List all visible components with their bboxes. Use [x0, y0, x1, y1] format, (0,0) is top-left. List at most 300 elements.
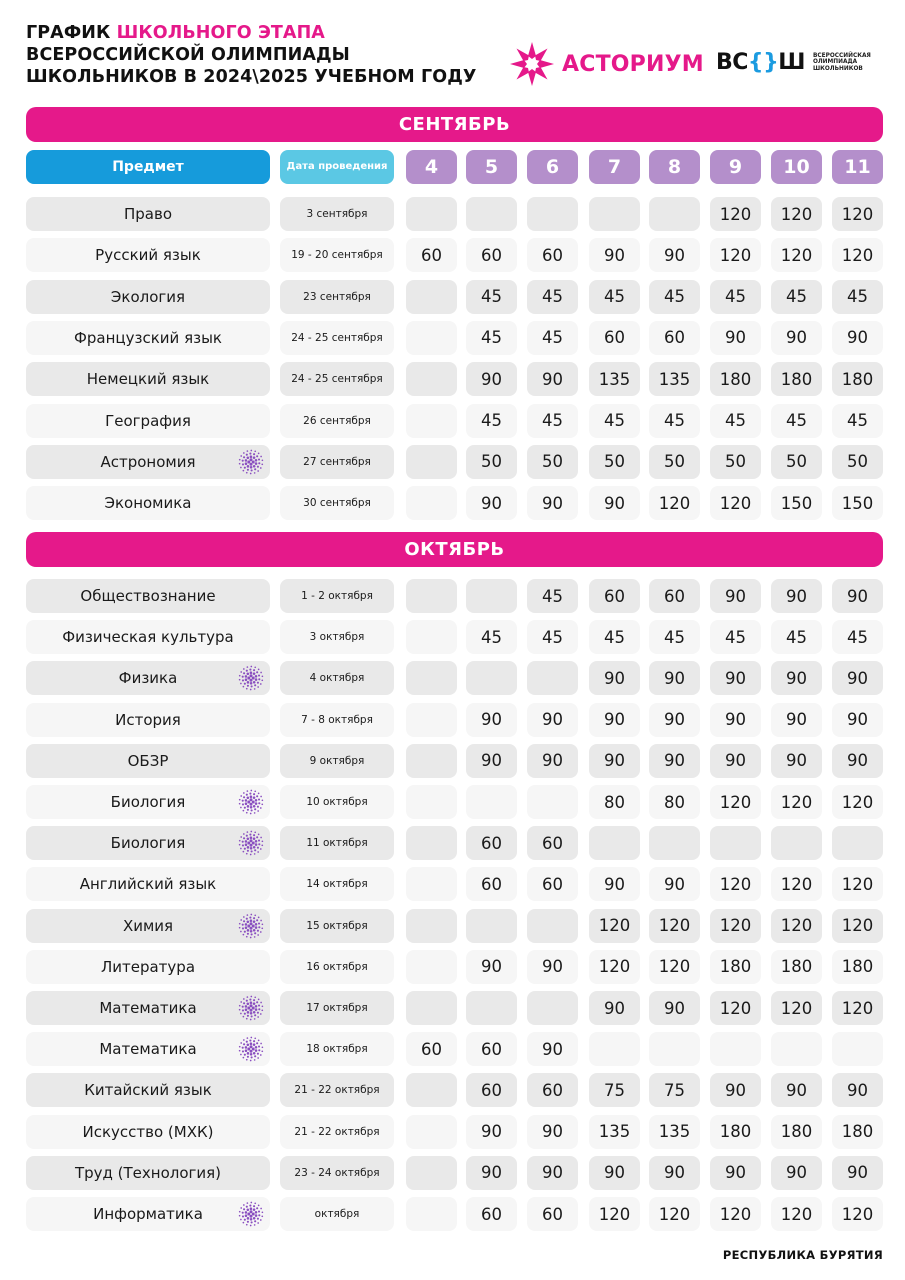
- date-cell: 9 октября: [280, 744, 394, 778]
- duration-cell-grade-4: [406, 950, 457, 984]
- duration-cell-grade-6: 90: [527, 1156, 578, 1190]
- date-cell: 24 - 25 сентября: [280, 362, 394, 396]
- duration-cell-grade-11: 120: [832, 238, 883, 272]
- date-cell: 23 - 24 октября: [280, 1156, 394, 1190]
- subject-cell: [26, 1032, 270, 1066]
- duration-cell-grade-10: 120: [771, 909, 822, 943]
- subject-cell: [26, 362, 270, 396]
- subject-label: Труд (Технология): [74, 1163, 222, 1182]
- duration-cell-grade-10: 45: [771, 404, 822, 438]
- subject-label: Биология: [110, 793, 186, 811]
- date-cell: 11 октября: [280, 826, 394, 860]
- duration-cell-grade-5: 50: [466, 445, 517, 479]
- duration-cell-grade-6: 60: [527, 1197, 578, 1231]
- duration-cell-grade-8: 80: [649, 785, 700, 819]
- column-header-date: Дата проведения: [280, 150, 394, 184]
- olympiad-dots-icon: [238, 913, 264, 939]
- duration-cell-grade-10: 45: [771, 620, 822, 654]
- duration-cell-grade-9: 120: [710, 197, 761, 231]
- duration-cell-grade-10: 90: [771, 661, 822, 695]
- date-cell: 18 октября: [280, 1032, 394, 1066]
- duration-cell-grade-11: 180: [832, 362, 883, 396]
- duration-cell-grade-10: 120: [771, 991, 822, 1025]
- duration-cell-grade-5: 45: [466, 321, 517, 355]
- duration-cell-grade-7: 120: [589, 1197, 640, 1231]
- table-row: [0, 362, 905, 396]
- duration-cell-grade-11: 90: [832, 1156, 883, 1190]
- duration-cell-grade-8: 120: [649, 950, 700, 984]
- duration-cell-grade-8: [649, 1032, 700, 1066]
- duration-cell-grade-4: [406, 486, 457, 520]
- duration-cell-grade-6: 90: [527, 1115, 578, 1149]
- duration-cell-grade-7: 45: [589, 620, 640, 654]
- duration-cell-grade-5: 60: [466, 238, 517, 272]
- subject-label: Русский язык: [95, 246, 201, 265]
- duration-cell-grade-6: [527, 661, 578, 695]
- date-cell: 4 октября: [280, 661, 394, 695]
- duration-cell-grade-6: 60: [527, 867, 578, 901]
- astorium-star-icon: [508, 40, 556, 88]
- duration-cell-grade-8: 50: [649, 445, 700, 479]
- duration-cell-grade-7: 120: [589, 909, 640, 943]
- duration-cell-grade-4: [406, 404, 457, 438]
- duration-cell-grade-9: 90: [710, 1156, 761, 1190]
- duration-cell-grade-10: 180: [771, 1115, 822, 1149]
- olympiad-dots-icon: [238, 449, 264, 475]
- duration-cell-grade-5: [466, 661, 517, 695]
- date-cell: 21 - 22 октября: [280, 1073, 394, 1107]
- table-row: [0, 1156, 905, 1190]
- duration-cell-grade-9: [710, 826, 761, 860]
- duration-cell-grade-5: 45: [466, 620, 517, 654]
- subject-cell: [26, 867, 270, 901]
- duration-cell-grade-6: 60: [527, 826, 578, 860]
- duration-cell-grade-6: [527, 991, 578, 1025]
- duration-cell-grade-4: 60: [406, 238, 457, 272]
- duration-cell-grade-9: 120: [710, 867, 761, 901]
- date-cell: 17 октября: [280, 991, 394, 1025]
- subject-label: География: [105, 411, 191, 430]
- duration-cell-grade-7: 135: [589, 1115, 640, 1149]
- subject-cell: [26, 661, 270, 695]
- subject-cell: [26, 579, 270, 613]
- duration-cell-grade-9: 120: [710, 238, 761, 272]
- duration-cell-grade-10: 90: [771, 703, 822, 737]
- table-row: [0, 238, 905, 272]
- table-row: [0, 197, 905, 231]
- duration-cell-grade-8: [649, 826, 700, 860]
- date-cell: 24 - 25 сентября: [280, 321, 394, 355]
- duration-cell-grade-9: 90: [710, 703, 761, 737]
- subject-cell: [26, 445, 270, 479]
- duration-cell-grade-8: 45: [649, 280, 700, 314]
- duration-cell-grade-4: 60: [406, 1032, 457, 1066]
- table-row: [0, 826, 905, 860]
- duration-cell-grade-9: 120: [710, 991, 761, 1025]
- duration-cell-grade-10: [771, 1032, 822, 1066]
- duration-cell-grade-7: 80: [589, 785, 640, 819]
- duration-cell-grade-6: [527, 785, 578, 819]
- duration-cell-grade-9: 90: [710, 321, 761, 355]
- duration-cell-grade-4: [406, 703, 457, 737]
- olympiad-dots-icon: [238, 1036, 264, 1062]
- duration-cell-grade-7: 45: [589, 280, 640, 314]
- vsosh-logo-subtitle: ВСЕРОССИЙСКАЯ ОЛИМПИАДА ШКОЛЬНИКОВ: [812, 52, 871, 72]
- table-row: [0, 1073, 905, 1107]
- subject-cell: [26, 950, 270, 984]
- duration-cell-grade-10: 120: [771, 238, 822, 272]
- column-header-grade-6: 6: [527, 150, 578, 184]
- duration-cell-grade-9: 90: [710, 1073, 761, 1107]
- table-row: [0, 703, 905, 737]
- duration-cell-grade-4: [406, 991, 457, 1025]
- subject-label: Искусство (МХК): [82, 1122, 214, 1141]
- vsosh-logo-c: Ш: [778, 50, 805, 75]
- month-header-october: ОКТЯБРЬ: [26, 532, 883, 567]
- duration-cell-grade-10: 180: [771, 950, 822, 984]
- duration-cell-grade-4: [406, 744, 457, 778]
- duration-cell-grade-8: 135: [649, 1115, 700, 1149]
- subject-label: Математика: [99, 999, 197, 1017]
- duration-cell-grade-8: 90: [649, 238, 700, 272]
- duration-cell-grade-6: 90: [527, 950, 578, 984]
- date-cell: 21 - 22 октября: [280, 1115, 394, 1149]
- subject-label: Математика: [99, 1040, 197, 1059]
- date-cell: 1 - 2 октября: [280, 579, 394, 613]
- date-cell: 14 октября: [280, 867, 394, 901]
- table-row: [0, 1197, 905, 1231]
- olympiad-dots-icon: [238, 995, 264, 1021]
- duration-cell-grade-4: [406, 445, 457, 479]
- region-footer: РЕСПУБЛИКА БУРЯТИЯ: [722, 1248, 883, 1262]
- duration-cell-grade-6: 45: [527, 321, 578, 355]
- duration-cell-grade-4: [406, 280, 457, 314]
- duration-cell-grade-5: [466, 197, 517, 231]
- duration-cell-grade-9: 180: [710, 362, 761, 396]
- date-cell: 7 - 8 октября: [280, 703, 394, 737]
- duration-cell-grade-8: 90: [649, 744, 700, 778]
- date-cell: 3 сентября: [280, 197, 394, 231]
- table-row: [0, 909, 905, 943]
- duration-cell-grade-6: 60: [527, 1073, 578, 1107]
- duration-cell-grade-4: [406, 909, 457, 943]
- duration-cell-grade-10: 90: [771, 321, 822, 355]
- page-title: [26, 22, 496, 88]
- subject-cell: [26, 1073, 270, 1107]
- column-header-grade-11: 11: [832, 150, 883, 184]
- subject-cell: [26, 991, 270, 1025]
- subject-label: Литература: [100, 957, 196, 976]
- duration-cell-grade-11: 45: [832, 404, 883, 438]
- subject-cell: [26, 1197, 270, 1231]
- title-line1-b: ШКОЛЬНОГО ЭТАПА: [116, 23, 325, 43]
- duration-cell-grade-11: 90: [832, 579, 883, 613]
- subject-label: ОБЗР: [127, 751, 169, 770]
- duration-cell-grade-7: 75: [589, 1073, 640, 1107]
- duration-cell-grade-11: 45: [832, 280, 883, 314]
- duration-cell-grade-9: 45: [710, 620, 761, 654]
- duration-cell-grade-11: 120: [832, 785, 883, 819]
- duration-cell-grade-7: 90: [589, 1156, 640, 1190]
- duration-cell-grade-5: 60: [466, 1032, 517, 1066]
- duration-cell-grade-4: [406, 1197, 457, 1231]
- subject-label: Английский язык: [79, 875, 217, 894]
- vsosh-logo-b: {}: [747, 50, 779, 75]
- duration-cell-grade-6: 50: [527, 445, 578, 479]
- date-cell: 10 октября: [280, 785, 394, 819]
- date-cell: 3 октября: [280, 620, 394, 654]
- subject-label: Французский язык: [74, 328, 222, 347]
- duration-cell-grade-9: 120: [710, 785, 761, 819]
- duration-cell-grade-4: [406, 321, 457, 355]
- duration-cell-grade-7: 135: [589, 362, 640, 396]
- subject-cell: [26, 909, 270, 943]
- date-cell: 30 сентября: [280, 486, 394, 520]
- duration-cell-grade-11: 120: [832, 909, 883, 943]
- duration-cell-grade-11: 90: [832, 661, 883, 695]
- duration-cell-grade-6: 90: [527, 362, 578, 396]
- duration-cell-grade-11: 50: [832, 445, 883, 479]
- subject-cell: [26, 321, 270, 355]
- title-line1-a: ГРАФИК: [26, 23, 117, 43]
- duration-cell-grade-11: 120: [832, 1197, 883, 1231]
- subject-cell: [26, 826, 270, 860]
- duration-cell-grade-8: 90: [649, 661, 700, 695]
- duration-cell-grade-8: 60: [649, 579, 700, 613]
- table-row: [0, 1032, 905, 1066]
- table-row: [0, 1115, 905, 1149]
- duration-cell-grade-8: 90: [649, 867, 700, 901]
- column-header-grade-10: 10: [771, 150, 822, 184]
- duration-cell-grade-5: [466, 785, 517, 819]
- table-row: [0, 579, 905, 613]
- duration-cell-grade-9: 50: [710, 445, 761, 479]
- duration-cell-grade-9: 180: [710, 950, 761, 984]
- duration-cell-grade-10: 90: [771, 744, 822, 778]
- column-header-grade-4: 4: [406, 150, 457, 184]
- table-row: [0, 445, 905, 479]
- olympiad-dots-icon: [238, 665, 264, 691]
- duration-cell-grade-5: 90: [466, 950, 517, 984]
- table-row: [0, 620, 905, 654]
- table-row: [0, 950, 905, 984]
- subject-cell: [26, 620, 270, 654]
- duration-cell-grade-5: 90: [466, 744, 517, 778]
- table-row: [0, 321, 905, 355]
- title-line3: ШКОЛЬНИКОВ В 2024\2025 УЧЕБНОМ ГОДУ: [26, 67, 477, 87]
- duration-cell-grade-4: [406, 826, 457, 860]
- duration-cell-grade-11: 120: [832, 197, 883, 231]
- subject-label: Астрономия: [100, 452, 196, 471]
- duration-cell-grade-9: 90: [710, 661, 761, 695]
- column-header-grade-7: 7: [589, 150, 640, 184]
- subject-cell: [26, 238, 270, 272]
- duration-cell-grade-5: 60: [466, 867, 517, 901]
- duration-cell-grade-9: 120: [710, 909, 761, 943]
- duration-cell-grade-11: 150: [832, 486, 883, 520]
- duration-cell-grade-9: 120: [710, 486, 761, 520]
- table-row: [0, 486, 905, 520]
- duration-cell-grade-4: [406, 1156, 457, 1190]
- duration-cell-grade-7: [589, 1032, 640, 1066]
- duration-cell-grade-8: 90: [649, 1156, 700, 1190]
- duration-cell-grade-4: [406, 1115, 457, 1149]
- duration-cell-grade-5: 90: [466, 362, 517, 396]
- vsosh-logo-a: ВС: [716, 50, 748, 75]
- duration-cell-grade-11: 90: [832, 321, 883, 355]
- duration-cell-grade-5: 45: [466, 404, 517, 438]
- duration-cell-grade-4: [406, 661, 457, 695]
- duration-cell-grade-11: 90: [832, 703, 883, 737]
- duration-cell-grade-11: 90: [832, 1073, 883, 1107]
- subject-cell: [26, 785, 270, 819]
- duration-cell-grade-6: 90: [527, 744, 578, 778]
- date-cell: 15 октября: [280, 909, 394, 943]
- subject-label: История: [115, 710, 181, 729]
- column-header-grade-8: 8: [649, 150, 700, 184]
- subject-label: Обществознание: [80, 587, 216, 605]
- duration-cell-grade-5: 90: [466, 1156, 517, 1190]
- subject-cell: [26, 404, 270, 438]
- duration-cell-grade-9: 90: [710, 744, 761, 778]
- duration-cell-grade-6: 45: [527, 620, 578, 654]
- duration-cell-grade-7: 90: [589, 486, 640, 520]
- duration-cell-grade-7: 90: [589, 703, 640, 737]
- table-row: [0, 991, 905, 1025]
- duration-cell-grade-10: 120: [771, 785, 822, 819]
- duration-cell-grade-8: [649, 197, 700, 231]
- olympiad-dots-icon: [238, 1201, 264, 1227]
- duration-cell-grade-6: [527, 197, 578, 231]
- duration-cell-grade-5: 60: [466, 1197, 517, 1231]
- subject-label: Информатика: [93, 1205, 203, 1223]
- duration-cell-grade-4: [406, 620, 457, 654]
- duration-cell-grade-6: 90: [527, 703, 578, 737]
- duration-cell-grade-9: 120: [710, 1197, 761, 1231]
- duration-cell-grade-5: 90: [466, 1115, 517, 1149]
- astorium-logo: [508, 40, 704, 88]
- duration-cell-grade-5: 60: [466, 1073, 517, 1107]
- duration-cell-grade-10: 120: [771, 197, 822, 231]
- date-cell: октября: [280, 1197, 394, 1231]
- table-row: [0, 744, 905, 778]
- duration-cell-grade-11: 180: [832, 950, 883, 984]
- subject-label: Биология: [110, 834, 186, 853]
- duration-cell-grade-7: 120: [589, 950, 640, 984]
- olympiad-dots-icon: [238, 830, 264, 856]
- column-header-grade-9: 9: [710, 150, 761, 184]
- date-cell: 26 сентября: [280, 404, 394, 438]
- duration-cell-grade-6: 45: [527, 404, 578, 438]
- subject-label: Химия: [122, 916, 174, 935]
- subject-label: Физика: [118, 669, 178, 688]
- duration-cell-grade-11: 120: [832, 991, 883, 1025]
- subject-cell: [26, 1115, 270, 1149]
- duration-cell-grade-6: 60: [527, 238, 578, 272]
- duration-cell-grade-8: 120: [649, 909, 700, 943]
- duration-cell-grade-4: [406, 867, 457, 901]
- date-cell: 27 сентября: [280, 445, 394, 479]
- duration-cell-grade-11: 45: [832, 620, 883, 654]
- table-row: [0, 404, 905, 438]
- duration-cell-grade-5: [466, 579, 517, 613]
- column-header-grade-5: 5: [466, 150, 517, 184]
- duration-cell-grade-5: 90: [466, 486, 517, 520]
- subject-label: Экономика: [104, 494, 192, 513]
- subject-cell: [26, 703, 270, 737]
- subject-label: Физическая культура: [62, 628, 234, 647]
- duration-cell-grade-10: 150: [771, 486, 822, 520]
- duration-cell-grade-7: 90: [589, 744, 640, 778]
- vsosh-logo: [716, 50, 883, 75]
- duration-cell-grade-10: [771, 826, 822, 860]
- subject-cell: [26, 744, 270, 778]
- duration-cell-grade-7: 90: [589, 991, 640, 1025]
- duration-cell-grade-11: 90: [832, 744, 883, 778]
- duration-cell-grade-6: 45: [527, 280, 578, 314]
- duration-cell-grade-11: [832, 826, 883, 860]
- subject-label: Немецкий язык: [86, 370, 210, 389]
- duration-cell-grade-10: 180: [771, 362, 822, 396]
- table-row: [0, 867, 905, 901]
- duration-cell-grade-10: 90: [771, 1156, 822, 1190]
- duration-cell-grade-7: 45: [589, 404, 640, 438]
- duration-cell-grade-10: 90: [771, 579, 822, 613]
- duration-cell-grade-4: [406, 362, 457, 396]
- duration-cell-grade-5: 90: [466, 703, 517, 737]
- duration-cell-grade-10: 90: [771, 1073, 822, 1107]
- column-header-subject: Предмет: [26, 150, 270, 184]
- duration-cell-grade-5: [466, 991, 517, 1025]
- table-row: [0, 661, 905, 695]
- duration-cell-grade-9: 180: [710, 1115, 761, 1149]
- table-row: [0, 280, 905, 314]
- duration-cell-grade-8: 60: [649, 321, 700, 355]
- duration-cell-grade-9: [710, 1032, 761, 1066]
- duration-cell-grade-6: 90: [527, 1032, 578, 1066]
- duration-cell-grade-7: 90: [589, 661, 640, 695]
- subject-label: Экология: [110, 287, 186, 306]
- subject-cell: [26, 1156, 270, 1190]
- duration-cell-grade-11: [832, 1032, 883, 1066]
- duration-cell-grade-10: 120: [771, 867, 822, 901]
- duration-cell-grade-4: [406, 579, 457, 613]
- astorium-logo-text: АСТОРИУМ: [562, 51, 704, 77]
- duration-cell-grade-10: 50: [771, 445, 822, 479]
- duration-cell-grade-7: 90: [589, 867, 640, 901]
- duration-cell-grade-8: 120: [649, 1197, 700, 1231]
- olympiad-dots-icon: [238, 789, 264, 815]
- duration-cell-grade-4: [406, 197, 457, 231]
- duration-cell-grade-5: 60: [466, 826, 517, 860]
- duration-cell-grade-11: 180: [832, 1115, 883, 1149]
- subject-label: Право: [123, 205, 172, 223]
- date-cell: 16 октября: [280, 950, 394, 984]
- duration-cell-grade-11: 120: [832, 867, 883, 901]
- duration-cell-grade-7: [589, 826, 640, 860]
- duration-cell-grade-7: 60: [589, 321, 640, 355]
- duration-cell-grade-8: 45: [649, 404, 700, 438]
- duration-cell-grade-7: 90: [589, 238, 640, 272]
- duration-cell-grade-8: 45: [649, 620, 700, 654]
- duration-cell-grade-5: 45: [466, 280, 517, 314]
- duration-cell-grade-8: 120: [649, 486, 700, 520]
- duration-cell-grade-4: [406, 785, 457, 819]
- table-row: [0, 785, 905, 819]
- duration-cell-grade-8: 90: [649, 991, 700, 1025]
- subject-cell: [26, 486, 270, 520]
- duration-cell-grade-8: 90: [649, 703, 700, 737]
